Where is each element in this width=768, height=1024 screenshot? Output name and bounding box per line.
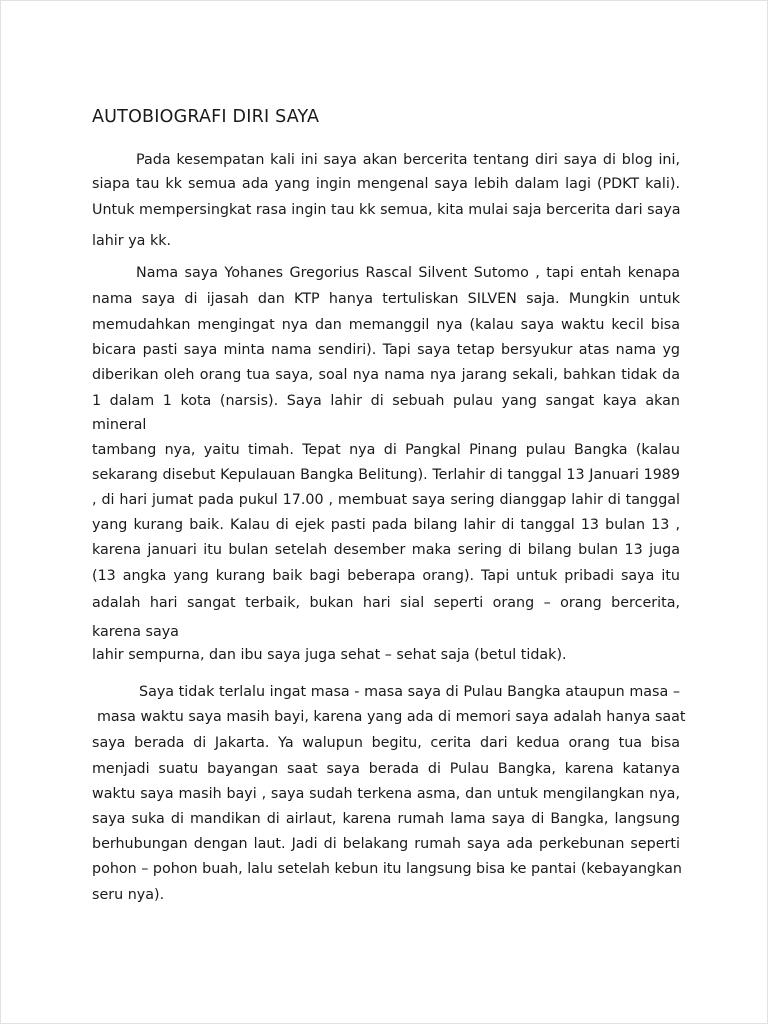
paragraph-3-line: berhubungan dengan laut. Jadi di belakang rumah saya ada perkebunan seperti [92, 836, 680, 852]
paragraph-1-line: Untuk mempersingkat rasa ingin tau kk semua, kita mulai saja bercerita dari saya [92, 202, 681, 218]
paragraph-3-line: saya suka di mandikan di airlaut, karena rumah lama saya di Bangka, langsung [92, 811, 680, 827]
paragraph-3-line: masa waktu saya masih bayi, karena yang ada di memori saya adalah hanya saat [97, 709, 686, 725]
paragraph-2-line: Nama saya Yohanes Gregorius Rascal Silvent Sutomo , tapi entah kenapa [136, 265, 680, 281]
paragraph-3-line: pohon – pohon buah, lalu setelah kebun itu langsung bisa ke pantai (kebayangkan [92, 861, 682, 877]
paragraph-1-line: siapa tau kk semua ada yang ingin mengenal saya lebih dalam lagi (PDKT kali). [92, 176, 680, 192]
paragraph-2-line: tambang nya, yaitu timah. Tepat nya di Pangkal Pinang pulau Bangka (kalau [92, 442, 680, 458]
paragraph-2-line: karena saya [92, 624, 179, 640]
paragraph-2-line: bicara pasti saya minta nama sendiri). Tapi saya tetap bersyukur atas nama yg [92, 342, 680, 358]
paragraph-2-line: memudahkan mengingat nya dan memanggil nya (kalau saya waktu kecil bisa [92, 317, 680, 333]
paragraph-3-line: saya berada di Jakarta. Ya walupun begitu, cerita dari kedua orang tua bisa [92, 735, 680, 751]
paragraph-2-line: , di hari jumat pada pukul 17.00 , membuat saya sering dianggap lahir di tanggal [92, 492, 680, 508]
paragraph-2-line: adalah hari sangat terbaik, bukan hari sial seperti orang – orang bercerita, [92, 595, 680, 611]
paragraph-1-line: Pada kesempatan kali ini saya akan bercerita tentang diri saya di blog ini, [136, 152, 680, 168]
paragraph-2-line: yang kurang baik. Kalau di ejek pasti pada bilang lahir di tanggal 13 bulan 13 , [92, 517, 680, 533]
paragraph-2-line: (13 angka yang kurang baik bagi beberapa orang). Tapi untuk pribadi saya itu [92, 568, 680, 584]
paragraph-3-line: Saya tidak terlalu ingat masa - masa saya di Pulau Bangka ataupun masa – [139, 684, 680, 700]
paragraph-2-line: 1 dalam 1 kota (narsis). Saya lahir di sebuah pulau yang sangat kaya akan [92, 393, 680, 409]
paragraph-2-line: mineral [92, 417, 147, 433]
paragraph-2-line: sekarang disebut Kepulauan Bangka Belitung). Terlahir di tanggal 13 Januari 1989 [92, 467, 680, 483]
paragraph-3-line: menjadi suatu bayangan saat saya berada di Pulau Bangka, karena katanya [92, 761, 680, 777]
paragraph-3-line: seru nya). [92, 887, 165, 903]
page-title: AUTOBIOGRAFI DIRI SAYA [92, 107, 320, 127]
paragraph-2-line: nama saya di ijasah dan KTP hanya tertuliskan SILVEN saja. Mungkin untuk [92, 291, 680, 307]
paragraph-1-line: lahir ya kk. [92, 233, 172, 249]
paragraph-2-line: karena januari itu bulan setelah desember maka sering di bilang bulan 13 juga [92, 542, 680, 558]
paragraph-2-line: lahir sempurna, dan ibu saya juga sehat – sehat saja (betul tidak). [92, 647, 567, 663]
paragraph-2-line: diberikan oleh orang tua saya, soal nya nama nya jarang sekali, bahkan tidak da [92, 367, 680, 383]
paragraph-3-line: waktu saya masih bayi , saya sudah terkena asma, dan untuk mengilangkan nya, [92, 786, 680, 802]
